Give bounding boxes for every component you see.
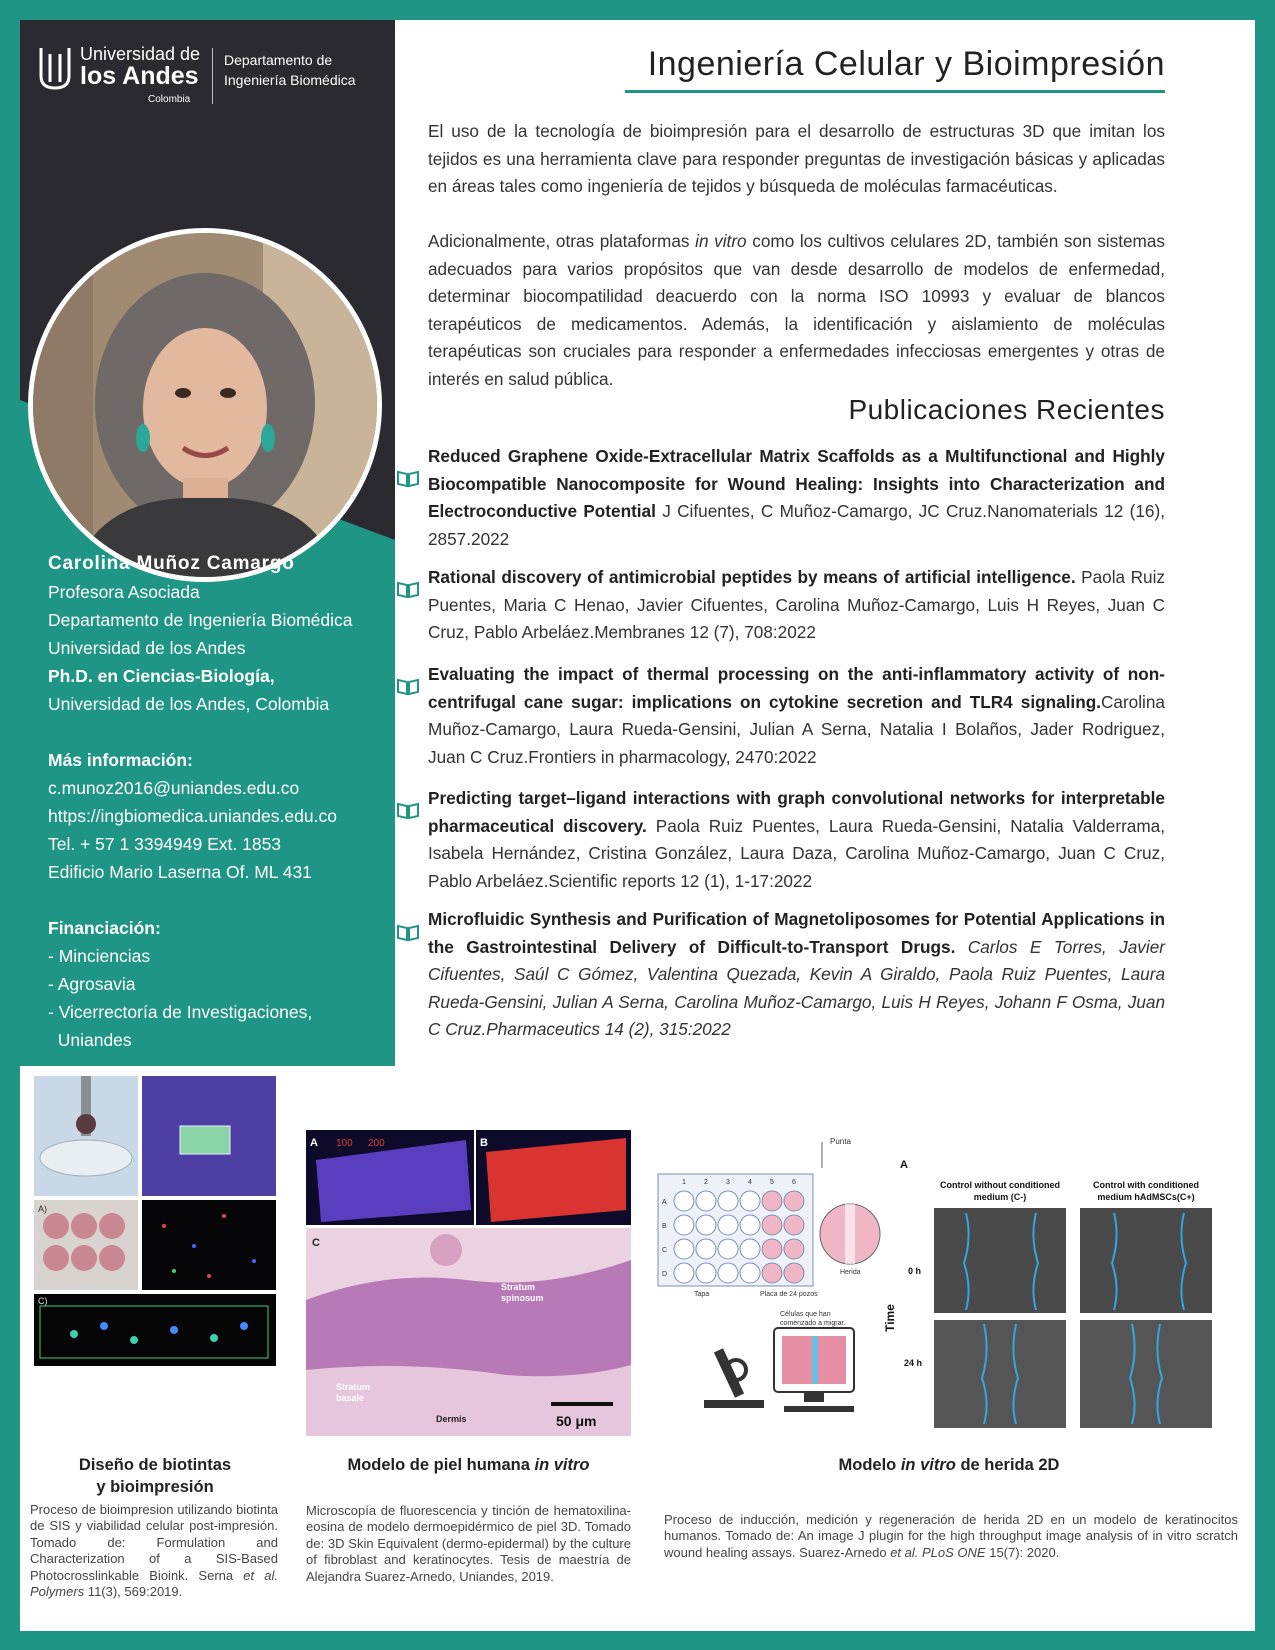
label-stratum-basale: Stratum [336, 1382, 371, 1392]
well [718, 1263, 738, 1283]
well [696, 1263, 716, 1283]
publication-title: Reduced Graphene Oxide-Extracellular Matrix Scaffolds as a Multifunctional and Highly Biocompatible Nanocomposite for Wound Healing: Insights into Characterization and Electroconductive Potential [428, 446, 1165, 522]
profile-office: Edificio Mario Laserna Of. ML 431 [48, 862, 312, 882]
figure-skin-model [306, 1130, 631, 1436]
publication-title: Rational discovery of antimicrobial peptides by means of artificial intelligence. [428, 567, 1076, 587]
caption-emphasis: PLoS ONE [922, 1544, 986, 1560]
publication-authors: Paola Ruiz Puentes, Maria C Henao, Javier Cifuentes, Carolina Muñoz-Camargo, Luis H Reyes, Juan C Cruz, Pablo Arbeláez.Membranes 12 (7), 708:2022 [428, 567, 1165, 643]
more-info-label: Más información: [48, 750, 193, 770]
intro-p2-emphasis: in vitro [695, 231, 747, 251]
well [696, 1239, 716, 1259]
well [762, 1215, 782, 1235]
figure1-caption [30, 1502, 278, 1600]
figure-panel-label: A) [38, 1204, 47, 1214]
book-icon [396, 802, 420, 820]
intro-p2-text: como los cultivos celulares 2D, también son sistemas adecuados para varios propósitos que van desde desarrollo de modelos de enfermedad, determinar biocompatilidad deacuerdo con la norma ISO 10993 y evaluar de blancos terapéuticos de medicamentos. Además, la identificación y aislamiento de moléculas terapéuticas son cruciales para responder a enfermedades infecciosas emergentes y otras de interés en salud pública. [428, 231, 1165, 389]
funding-item: - Agrosavia [48, 974, 136, 994]
university-country: Colombia [148, 94, 191, 105]
well [674, 1239, 694, 1259]
profile-department: Departamento de Ingeniería Biomédica [48, 610, 353, 630]
figure3-title-emphasis: in vitro [900, 1456, 956, 1474]
scale-label: 200 [368, 1138, 385, 1149]
figure1-title-line: Diseño de biotintas [78, 1456, 232, 1474]
well [762, 1239, 782, 1259]
panel-label-c: C [312, 1237, 320, 1249]
well [674, 1191, 694, 1211]
intro-p2-text: Adicionalmente, otras plataformas [428, 231, 696, 251]
label-stratum-spinosum: Stratum [501, 1282, 536, 1292]
well [740, 1263, 760, 1283]
figure2-title [306, 1454, 631, 1476]
caption-text: Proceso de inducción, medición y regeneración de herida 2D en un modelo de keratinocitos humanos. Tomado de: An image J plugin for the high throughput image analysis of in vitro scratch wound healing assays. Suarez-Arnedo [664, 1512, 1238, 1560]
label-dermis: Dermis [436, 1414, 467, 1424]
figure2-title-emphasis: in vitro [534, 1456, 590, 1474]
well-row-label: A [662, 1199, 667, 1206]
figure3-title [654, 1454, 1244, 1476]
well-column-label: 6 [792, 1179, 796, 1186]
figure-panel-label: C) [38, 1296, 48, 1306]
caption-emphasis: et al. [243, 1567, 278, 1583]
well-column-label: 1 [682, 1179, 686, 1186]
column-header: medium (C-) [973, 1192, 1027, 1202]
label-tapa: Tapa [694, 1291, 710, 1298]
caption-emphasis: Polymers [30, 1584, 85, 1600]
logo-divider [212, 48, 213, 104]
panel-label-b: B [480, 1137, 488, 1149]
publication-authors: Carolina Muñoz-Camargo, Laura Rueda-Gensini, Julian A Serna, Natalia I Bolaños, Jader Rodriguez, Juan C Cruz.Frontiers in pharmacology, 2470:2022 [428, 691, 1165, 767]
book-icon [396, 581, 420, 599]
column-header: Control without conditioned [940, 1180, 1060, 1190]
time-label: 24 h [904, 1358, 923, 1368]
publication-title: Evaluating the impact of thermal processing on the anti-inflammatory activity of non-centrifugal cane sugar: implications on cytokine secretion and TLR4 signaling. [428, 664, 1165, 712]
label-punta: Punta [830, 1138, 851, 1146]
figure3-caption [664, 1512, 1238, 1561]
figure3-title-text: de herida 2D [955, 1456, 1060, 1474]
well [718, 1215, 738, 1235]
department-line2: Ingeniería Biomédica [224, 72, 356, 88]
figure-wound-model [654, 1138, 1244, 1438]
well [740, 1191, 760, 1211]
title-underline [625, 90, 1165, 93]
label-celulas: comenzado a migrar. [780, 1320, 846, 1327]
publication-item [428, 906, 1165, 1044]
label-celulas: Células que han [780, 1311, 831, 1318]
time-label: 0 h [908, 1266, 922, 1276]
figure2-title-text: Modelo de piel humana [347, 1456, 535, 1474]
university-crest-icon [38, 46, 72, 90]
well [718, 1191, 738, 1211]
well-column-label: 2 [704, 1179, 708, 1186]
well [784, 1263, 804, 1283]
figure2-caption: Microscopía de fluorescencia y tinción de hematoxilina-eosina de modelo dermoepidérmico de piel 3D. Tomado de: 3D Skin Equivalent (dermo-epidermal) by the culture of fibroblast and keratinocytes. Tesis de maestría de Alejandra Suarez-Arnedo, Uniandes, 2019. [306, 1503, 631, 1584]
well [718, 1239, 738, 1259]
publication-item [428, 564, 1165, 647]
well [784, 1239, 804, 1259]
profile-degree: Ph.D. en Ciencias-Biología, [48, 666, 275, 686]
figure-bioprinting [34, 1076, 276, 1366]
well-column-label: 4 [748, 1179, 752, 1186]
profile-degree-place: Universidad de los Andes, Colombia [48, 694, 330, 714]
figure3-title-text: Modelo [838, 1456, 901, 1474]
well [740, 1215, 760, 1235]
well-column-label: 5 [770, 1179, 774, 1186]
publication-title: Predicting target–ligand interactions with graph convolutional networks for interpretable pharmaceutical discovery. [428, 788, 1165, 836]
well [784, 1215, 804, 1235]
university-name-line1: Universidad de [80, 44, 201, 64]
publication-title: Microfluidic Synthesis and Purification of Magnetoliposomes for Potential Applications in the Gastrointestinal Delivery of Difficult-to-Transport Drugs. [428, 909, 1165, 957]
panel-label-a: A [900, 1159, 908, 1171]
caption-emphasis: et al. [890, 1544, 919, 1560]
department-line1: Departamento de [224, 52, 333, 68]
publication-item [428, 785, 1165, 895]
scale-label: 100 [336, 1138, 353, 1149]
profile-email[interactable]: c.munoz2016@uniandes.edu.co [48, 778, 300, 798]
label-stratum-spinosum: spinosum [501, 1293, 544, 1303]
well-row-label: D [662, 1271, 668, 1278]
well [784, 1191, 804, 1211]
profile-name: Carolina Muñoz Camargo [48, 553, 295, 574]
publication-authors: Carlos E Torres, Javier Cifuentes, Saúl C Gómez, Valentina Quezada, Kevin A Giraldo, Paola Ruiz Puentes, Laura Rueda-Gensini, Julian A Serna, Carolina Muñoz-Camargo, Luis H Reyes, Johann F Osma, Juan C Cruz.Pharmaceutics 14 (2), 315:2022 [428, 936, 1165, 1040]
label-placa: Placa de 24 pozos [760, 1291, 818, 1298]
publication-item [428, 443, 1165, 553]
well-row-label: C [662, 1247, 668, 1254]
profile-phone: Tel. + 57 1 3394949 Ext. 1853 [48, 834, 282, 854]
well-row-label: B [662, 1223, 667, 1230]
book-icon [396, 924, 420, 942]
well-column-label: 3 [726, 1179, 730, 1186]
publication-authors: Paola Ruiz Puentes, Laura Rueda-Gensini, Natalia Valderrama, Isabela Hernández, Cristina González, Laura Daza, Carolina Muñoz-Camargo, Juan C Cruz, Pablo Arbeláez.Scientific reports 12 (1), 1-17:2022 [428, 815, 1166, 891]
figure1-title-line: y bioimpresión [96, 1478, 214, 1496]
column-header: medium hAdMSCs(C+) [1097, 1192, 1195, 1202]
book-icon [396, 678, 420, 696]
profile-university: Universidad de los Andes [48, 638, 246, 658]
funding-item: - Vicerrectoría de Investigaciones, [48, 1002, 313, 1022]
university-name-line2: los Andes [80, 62, 199, 90]
caption-text: 15(7): 2020. [985, 1544, 1060, 1560]
intro-paragraph-2 [428, 228, 1165, 394]
well [762, 1191, 782, 1211]
profile-role: Profesora Asociada [48, 582, 200, 602]
funding-label: Financiación: [48, 918, 161, 938]
publications-heading: Publicaciones Recientes [848, 394, 1165, 425]
column-header: Control with conditioned [1093, 1180, 1199, 1190]
caption-text: Proceso de bioimpresion utilizando biotinta de SIS y viabilidad celular post-impresión. Tomado de: Formulation and Characterization of a SIS-Based Photocrosslinkable Bioink. Serna [30, 1502, 278, 1583]
funding-item: Uniandes [48, 1030, 132, 1050]
time-axis-label: Time [883, 1304, 897, 1332]
profile-website[interactable]: https://ingbiomedica.uniandes.edu.co [48, 806, 337, 826]
page-title: Ingeniería Celular y Bioimpresión [647, 45, 1165, 83]
panel-label-a: A [310, 1137, 318, 1149]
book-icon [396, 470, 420, 488]
label-herida: Herida [840, 1269, 861, 1276]
well [696, 1191, 716, 1211]
profile-photo [28, 228, 382, 582]
publication-item [428, 661, 1165, 771]
scale-bar-label: 50 μm [556, 1413, 597, 1429]
label-stratum-basale: basale [336, 1393, 365, 1403]
funding-item: - Minciencias [48, 946, 151, 966]
caption-text: 11(3), 569:2019. [84, 1584, 183, 1600]
well [674, 1263, 694, 1283]
figure1-title [34, 1454, 276, 1498]
well [740, 1239, 760, 1259]
intro-paragraph-1: El uso de la tecnología de bioimpresión para el desarrollo de estructuras 3D que imitan los tejidos es una herramienta clave para responder preguntas de investigación básicas y aplicadas en áreas tales como ingeniería de tejidos y búsqueda de moléculas farmacéuticas. [428, 121, 1165, 197]
publication-authors: J Cifuentes, C Muñoz-Camargo, JC Cruz.Nanomaterials 12 (16), 2857.2022 [428, 501, 1165, 549]
well [696, 1215, 716, 1235]
well [674, 1215, 694, 1235]
well [762, 1263, 782, 1283]
